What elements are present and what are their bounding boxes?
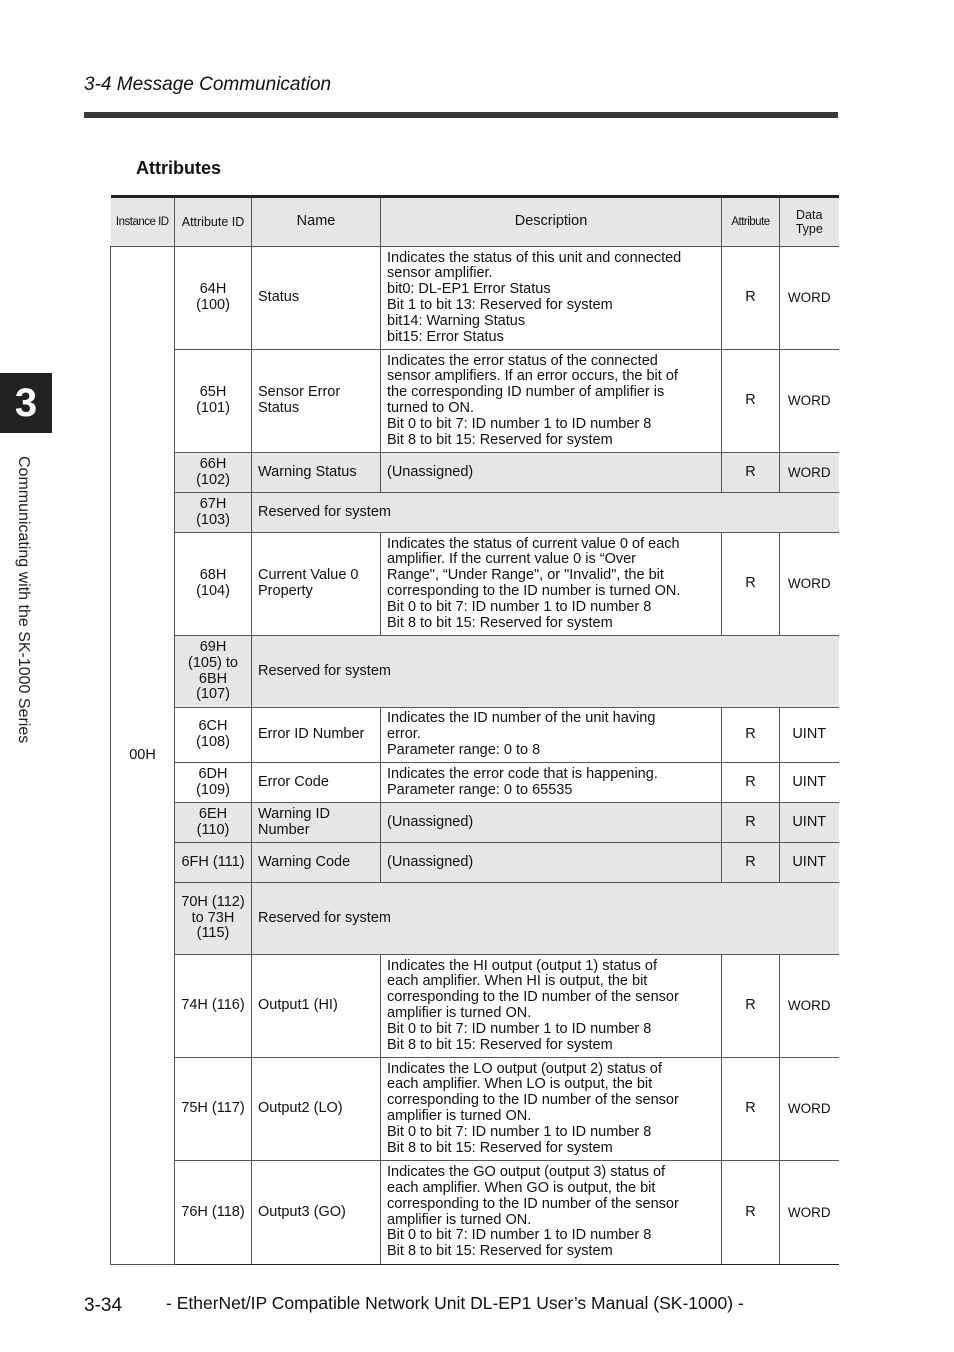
attribute-id-cell: 76H (118) (175, 1161, 252, 1265)
attribute-id-cell: 6EH (110) (175, 803, 252, 843)
column-header-description: Description (381, 197, 722, 247)
description-cell (381, 247, 722, 350)
name-cell: Error Code (252, 763, 381, 803)
attribute-cell: R (722, 955, 780, 1058)
data-type-cell: WORD (780, 1161, 839, 1265)
chapter-side-text: Communicating with the SK-1000 Series (15, 456, 32, 744)
description-line: Bit 8 to bit 15: Reserved for system (387, 431, 613, 448)
attribute-id-cell: 67H (103) (175, 493, 252, 533)
attribute-id-cell: 74H (116) (175, 955, 252, 1058)
header-rule (84, 112, 838, 118)
attribute-cell: R (722, 350, 780, 453)
chapter-tab: 3 (0, 373, 52, 433)
description-line: Bit 8 to bit 15: Reserved for system (387, 614, 613, 631)
description-line: sensor amplifiers. If an error occurs, the bit of (387, 368, 678, 385)
name-cell: Warning Status (252, 453, 381, 493)
attributes-table (110, 195, 839, 1265)
column-header-attribute-id: Attribute ID (175, 197, 252, 247)
description-line: corresponding to the ID number of the sensor (387, 1092, 679, 1109)
description-line: sensor amplifier. (387, 265, 493, 282)
name-cell: Warning Code (252, 843, 381, 883)
table-row (111, 955, 839, 1058)
description-line: Indicates the error code that is happening. (387, 765, 658, 782)
attribute-cell: R (722, 843, 780, 883)
description-line: Parameter range: 0 to 8 (387, 741, 541, 758)
attribute-id-cell: 6DH (109) (175, 763, 252, 803)
description-line: Range", “Under Range", or "Invalid", the bit (387, 567, 664, 584)
table-row (111, 350, 839, 453)
attribute-id-cell: 64H (100) (175, 247, 252, 350)
attribute-cell: R (722, 533, 780, 636)
reserved-cell: Reserved for system (252, 636, 839, 708)
table-row (111, 247, 839, 350)
name-cell: Status (252, 247, 381, 350)
description-line: Indicates the ID number of the unit having (387, 710, 656, 727)
table-row (111, 1058, 839, 1161)
data-type-cell: WORD (780, 350, 839, 453)
footer-title: - EtherNet/IP Compatible Network Unit DL-EP1 User’s Manual (SK-1000) - (166, 1293, 744, 1313)
description-cell (381, 453, 722, 493)
attribute-id-cell: 66H (102) (175, 453, 252, 493)
description-line: Bit 8 to bit 15: Reserved for system (387, 1243, 613, 1260)
table-row (111, 533, 839, 636)
column-header-data-type: Data Type (780, 197, 839, 247)
description-line: Bit 8 to bit 15: Reserved for system (387, 1139, 613, 1156)
description-line: (Unassigned) (387, 463, 474, 480)
description-line: (Unassigned) (387, 853, 474, 870)
description-cell (381, 350, 722, 453)
name-cell: Output3 (GO) (252, 1161, 381, 1265)
data-type-cell: UINT (780, 708, 839, 763)
attribute-id-cell: 69H (105) to 6BH (107) (175, 636, 252, 708)
description-cell (381, 955, 722, 1058)
description-line: Indicates the status of this unit and connected (387, 249, 682, 266)
attribute-cell: R (722, 453, 780, 493)
table-row (111, 453, 839, 493)
table-row (111, 1161, 839, 1265)
attributes-heading: Attributes (136, 158, 221, 178)
description-cell (381, 763, 722, 803)
section-title: 3-4 Message Communication (84, 74, 332, 95)
description-line: each amplifier. When HI is output, the bit (387, 973, 648, 990)
description-line: error. (387, 726, 421, 743)
description-line: Indicates the GO output (output 3) status of (387, 1164, 666, 1181)
description-line: bit15: Error Status (387, 328, 504, 345)
description-line: Bit 8 to bit 15: Reserved for system (387, 1036, 613, 1053)
attribute-id-cell: 68H (104) (175, 533, 252, 636)
description-line: Parameter range: 0 to 65535 (387, 781, 573, 798)
data-type-cell: UINT (780, 843, 839, 883)
attribute-cell: R (722, 708, 780, 763)
description-line: turned to ON. (387, 400, 475, 416)
description-line: corresponding to the ID number is turned ON. (387, 583, 681, 599)
description-line: Indicates the LO output (output 2) status of (387, 1060, 662, 1077)
data-type-cell: UINT (780, 763, 839, 803)
name-cell: Sensor Error Status (252, 350, 381, 453)
attribute-cell: R (722, 1058, 780, 1161)
attribute-id-cell: 6FH (111) (175, 843, 252, 883)
table-row (111, 493, 839, 533)
name-cell: Error ID Number (252, 708, 381, 763)
attribute-cell: R (722, 1161, 780, 1265)
data-type-cell: WORD (780, 453, 839, 493)
attribute-cell: R (722, 763, 780, 803)
description-line: the corresponding ID number of amplifier is (387, 384, 665, 401)
description-line: Indicates the HI output (output 1) status of (387, 957, 658, 974)
name-cell: Output2 (LO) (252, 1058, 381, 1161)
column-header-name: Name (252, 197, 381, 247)
description-cell (381, 843, 722, 883)
description-line: Bit 0 to bit 7: ID number 1 to ID number 8 (387, 1123, 652, 1140)
description-line: Bit 0 to bit 7: ID number 1 to ID number 8 (387, 415, 652, 432)
reserved-cell: Reserved for system (252, 493, 839, 533)
attribute-id-cell: 75H (117) (175, 1058, 252, 1161)
description-line: each amplifier. When LO is output, the bit (387, 1076, 653, 1093)
description-line: amplifier is turned ON. (387, 1211, 532, 1228)
data-type-cell: WORD (780, 955, 839, 1058)
description-line: Bit 0 to bit 7: ID number 1 to ID number 8 (387, 1020, 652, 1037)
description-line: (Unassigned) (387, 813, 474, 830)
description-line: amplifier is turned ON. (387, 1108, 532, 1124)
description-line: bit0: DL-EP1 Error Status (387, 281, 551, 298)
attribute-cell: R (722, 803, 780, 843)
table-row (111, 763, 839, 803)
description-line: Indicates the error status of the connected (387, 352, 658, 369)
name-cell: Warning ID Number (252, 803, 381, 843)
table-body (111, 247, 839, 1265)
data-type-cell: UINT (780, 803, 839, 843)
description-line: amplifier. If the current value 0 is “Over (387, 551, 637, 568)
table-row (111, 708, 839, 763)
description-cell (381, 1058, 722, 1161)
description-line: Bit 0 to bit 7: ID number 1 to ID number 8 (387, 598, 652, 615)
description-line: corresponding to the ID number of the sensor (387, 989, 679, 1006)
description-line: Indicates the status of current value 0 of each (387, 535, 680, 552)
description-line: amplifier is turned ON. (387, 1005, 532, 1021)
name-cell: Output1 (HI) (252, 955, 381, 1058)
data-type-cell: WORD (780, 247, 839, 350)
description-line: Bit 0 to bit 7: ID number 1 to ID number 8 (387, 1227, 652, 1244)
attribute-id-cell: 65H (101) (175, 350, 252, 453)
attribute-id-cell: 6CH (108) (175, 708, 252, 763)
data-type-cell: WORD (780, 1058, 839, 1161)
table-row (111, 636, 839, 708)
reserved-cell: Reserved for system (252, 883, 839, 955)
data-type-cell: WORD (780, 533, 839, 636)
name-cell: Current Value 0 Property (252, 533, 381, 636)
description-line: bit14: Warning Status (387, 312, 526, 329)
attribute-cell: R (722, 247, 780, 350)
description-line: corresponding to the ID number of the sensor (387, 1195, 679, 1212)
column-header-instance-id: Instance ID (111, 197, 175, 247)
page-number: 3-34 (84, 1295, 123, 1316)
description-cell (381, 708, 722, 763)
table-header-row (111, 197, 839, 247)
description-cell (381, 803, 722, 843)
description-cell (381, 1161, 722, 1265)
instance-id-cell: 00H (111, 247, 175, 1265)
table-row (111, 843, 839, 883)
description-line: each amplifier. When GO is output, the bit (387, 1179, 656, 1196)
description-cell (381, 533, 722, 636)
attribute-id-cell: 70H (112) to 73H (115) (175, 883, 252, 955)
table-row (111, 803, 839, 843)
table-row (111, 883, 839, 955)
description-line: Bit 1 to bit 13: Reserved for system (387, 297, 613, 313)
column-header-attribute: Attribute (722, 197, 780, 247)
